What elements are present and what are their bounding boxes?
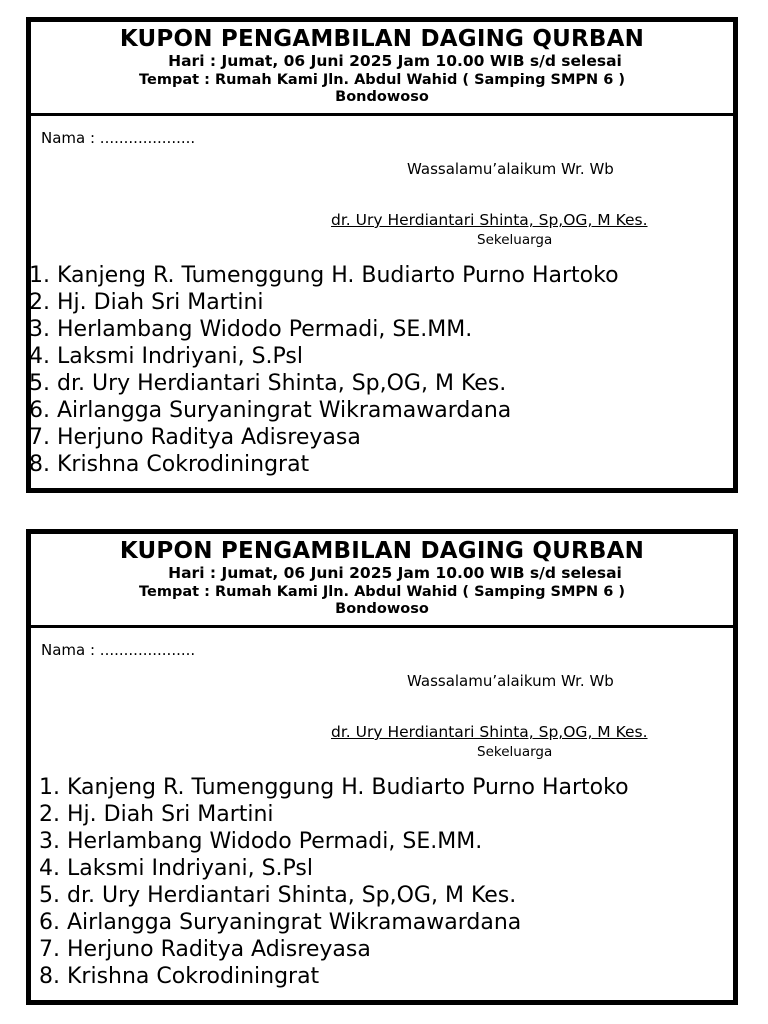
closing-greeting: Wassalamu’alaikum Wr. Wb [407,160,614,178]
list-item-name: Hj. Diah Sri Martini [57,290,264,315]
list-item [29,262,619,289]
list-item [39,774,629,801]
list-item-number: 7. [39,937,60,962]
coupon-card-2 [26,529,738,1005]
event-place-line: Tempat : Rumah Kami Jln. Abdul Wahid ( Samping SMPN 6 ) [139,584,625,600]
event-place-line: Tempat : Rumah Kami Jln. Abdul Wahid ( Samping SMPN 6 ) [139,72,625,88]
list-item-name: Herjuno Raditya Adisreyasa [57,425,361,450]
list-item [39,963,629,990]
list-item [29,343,619,370]
coupon-title: KUPON PENGAMBILAN DAGING QURBAN [119,26,645,52]
list-item-number: 2. [39,802,60,827]
list-item-name: Airlangga Suryaningrat Wikramawardana [57,398,512,423]
list-item-number: 8. [29,452,50,477]
closing-greeting: Wassalamu’alaikum Wr. Wb [407,672,614,690]
list-item-name: Herlambang Widodo Permadi, SE.MM. [67,829,483,854]
list-item-name: Laksmi Indriyani, S.Psl [67,856,313,881]
list-item [29,451,619,478]
list-item-number: 3. [39,829,60,854]
list-item-number: 5. [29,371,50,396]
family-member-list [39,774,629,990]
signer-name: dr. Ury Herdiantari Shinta, Sp,OG, M Kes. [331,723,648,741]
coupon-title: KUPON PENGAMBILAN DAGING QURBAN [119,538,645,564]
name-field-label: Nama : .................... [41,129,196,147]
list-item-name: dr. Ury Herdiantari Shinta, Sp,OG, M Kes. [67,883,517,908]
coupon-card-1 [26,17,738,493]
list-item [39,855,629,882]
event-city: Bondowoso [335,601,429,617]
list-item-number: 1. [39,775,60,800]
list-item-number: 6. [29,398,50,423]
list-item-number: 4. [29,344,50,369]
event-city: Bondowoso [335,89,429,105]
list-item [39,882,629,909]
list-item [29,289,619,316]
family-label: Sekeluarga [477,232,553,248]
list-item-name: Herlambang Widodo Permadi, SE.MM. [57,317,473,342]
list-item [39,828,629,855]
list-item-name: Kanjeng R. Tumenggung H. Budiarto Purno Hartoko [67,775,629,800]
list-item-number: 7. [29,425,50,450]
list-item-name: Airlangga Suryaningrat Wikramawardana [67,910,522,935]
coupon-header [31,22,733,116]
coupon-header [31,534,733,628]
list-item-name: Krishna Cokrodiningrat [67,964,320,989]
list-item-number: 2. [29,290,50,315]
list-item [39,936,629,963]
family-member-list [29,262,619,478]
list-item [29,424,619,451]
name-field-label: Nama : .................... [41,641,196,659]
list-item-name: Kanjeng R. Tumenggung H. Budiarto Purno Hartoko [57,263,619,288]
list-item-number: 1. [29,263,50,288]
list-item-name: Krishna Cokrodiningrat [57,452,310,477]
event-date-line: Hari : Jumat, 06 Juni 2025 Jam 10.00 WIB s/d selesai [168,564,622,582]
list-item-name: Laksmi Indriyani, S.Psl [57,344,303,369]
signer-name: dr. Ury Herdiantari Shinta, Sp,OG, M Kes. [331,211,648,229]
list-item-number: 3. [29,317,50,342]
list-item-number: 8. [39,964,60,989]
list-item-number: 5. [39,883,60,908]
list-item-name: dr. Ury Herdiantari Shinta, Sp,OG, M Kes. [57,371,507,396]
list-item-number: 6. [39,910,60,935]
list-item-name: Herjuno Raditya Adisreyasa [67,937,371,962]
list-item [39,801,629,828]
list-item [39,909,629,936]
list-item [29,316,619,343]
family-label: Sekeluarga [477,744,553,760]
list-item [29,397,619,424]
list-item-name: Hj. Diah Sri Martini [67,802,274,827]
list-item [29,370,619,397]
event-date-line: Hari : Jumat, 06 Juni 2025 Jam 10.00 WIB s/d selesai [168,52,622,70]
list-item-number: 4. [39,856,60,881]
